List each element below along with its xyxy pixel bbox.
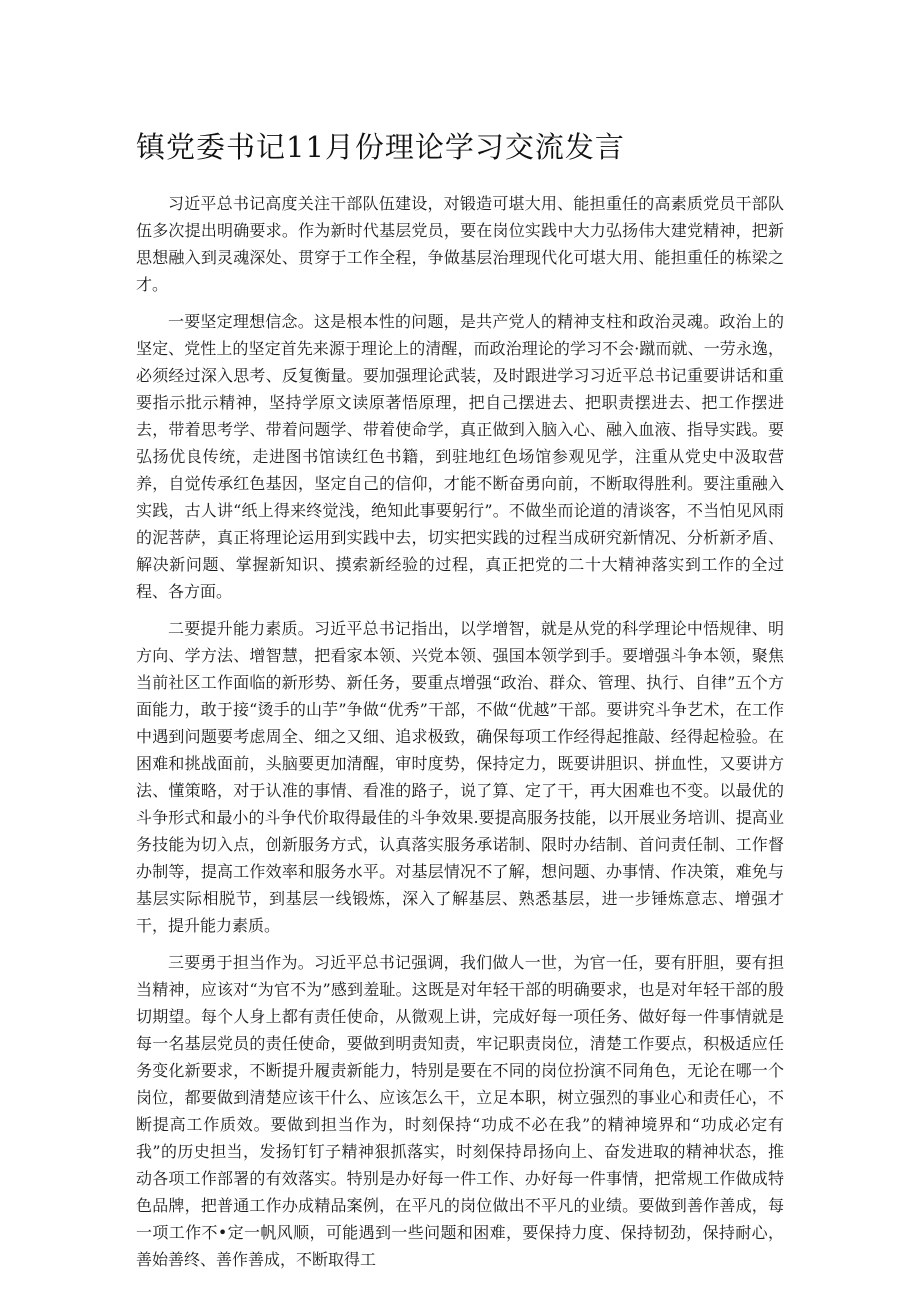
intro-paragraph: 习近平总书记高度关注干部队伍建设，对锻造可堪大用、能担重任的高素质党员干部队伍多次提出明确要求。作为新时代基层党员，要在岗位实践中大力弘扬伟大建党精神，把新思想融入到灵魂深处、贯穿于工作全程，争做基层治理现代化可堪大用、能担重任的栋梁之才。 xyxy=(136,194,784,294)
section-1-paragraph: 一要坚定理想信念。这是根本性的问题，是共产党人的精神支柱和政治灵魂。政治上的坚定、党性上的坚定首先来源于理论上的清醒，而政治理论的学习不会·蹴而就、一劳永逸，必须经过深入思考、反复衡量。要加强理论武装，及时跟进学习习近平总书记重要讲话和重要指示批示精神，坚持学原文读原著悟原理，把自己摆进去、把职责摆进去、把工作摆进去，带着思考学、带着问题学、带着使命学，真正做到入脑入心、融入血液、指导实践。要弘扬优良传统，走进图书馆读红色书籍，到驻地红色场馆参观见学，注重从党史中汲取营养，自觉传承红色基因，坚定自己的信仰，才能不断奋勇向前，不断取得胜利。要注重融入实践，古人讲“纸上得来终觉浅，绝知此事要躬行”。不做坐而论道的清谈客，不当怕见风雨的泥菩萨，真正将理论运用到实践中去，切实把实践的过程当成研究新情况、分析新矛盾、解决新问题、掌握新知识、摸索新经验的过程，真正把党的二十大精神落实到工作的全过程、各方面。 xyxy=(136,312,784,601)
document-page xyxy=(136,118,784,1283)
section-2-paragraph: 二要提升能力素质。习近平总书记指出，以学增智，就是从党的科学理论中悟规律、明方向、学方法、增智慧，把看家本领、兴党本领、强国本领学到手。要增强斗争本领，聚焦当前社区工作面临的新形势、新任务，要重点增强“政治、群众、管理、执行、自律”五个方面能力，敢于接“烫手的山芋”争做“优秀”干部，不做“优越”干部。要讲究斗争艺术，在工作中遇到问题要考虑周全、细之又细、追求极致，确保每项工作经得起推敲、经得起检验。在困难和挑战面前，头脑要更加清醒，审时度势，保持定力，既要讲胆识、拼血性，又要讲方法、懂策略，对于认准的事情、看准的路子，说了算、定了干，再大困难也不变。以最优的斗争形式和最小的斗争代价取得最佳的斗争效果.要提高服务技能，以开展业务培训、提高业务技能为切入点，创新服务方式，认真落实服务承诺制、限时办结制、首问责任制、工作督办制等，提高工作效率和服务水平。对基层情况不了解，想问题、办事情、作决策，难免与基层实际相脱节，到基层一线锻炼，深入了解基层、熟悉基层，进一步锤炼意志、增强才干，提升能力素质。 xyxy=(136,619,784,935)
document-title: 镇党委书记11月份理论学习交流发言 xyxy=(136,130,625,164)
section-3-paragraph: 三要勇于担当作为。习近平总书记强调，我们做人一世，为官一任，要有肝胆，要有担当精神，应该对“为官不为”感到羞耻。这既是对年轻干部的明确要求，也是对年轻干部的殷切期望。每个人身上都有责任使命，从微观上讲，完成好每一项任务、做好每一件事情就是每一名基层党员的责任使命，要做到明责知责，牢记职责岗位，清楚工作要点，积极适应任务变化新要求，不断提升履责新能力，特别是要在不同的岗位扮演不同角色，无论在哪一个岗位，都要做到清楚应该干什么、应该怎么干，立足本职，树立强烈的事业心和责任心，不断提高工作质效。要做到担当作为，时刻保持“功成不必在我”的精神境界和“功成必定有我”的历史担当，发扬钉钉子精神狠抓落实，时刻保持昂扬向上、奋发进取的精神状态，推动各项工作部署的有效落实。特别是办好每一件工作、办好每一件事情，把常规工作做成特色品牌，把普通工作办成精品案例，在平凡的岗位做出不平凡的业绩。要做到善作善成，每一项工作不•定一帆风顺，可能遇到一些问题和困难，要保持力度、保持韧劲，保持耐心，善始善终、善作善成，不断取得工 xyxy=(136,953,784,1269)
